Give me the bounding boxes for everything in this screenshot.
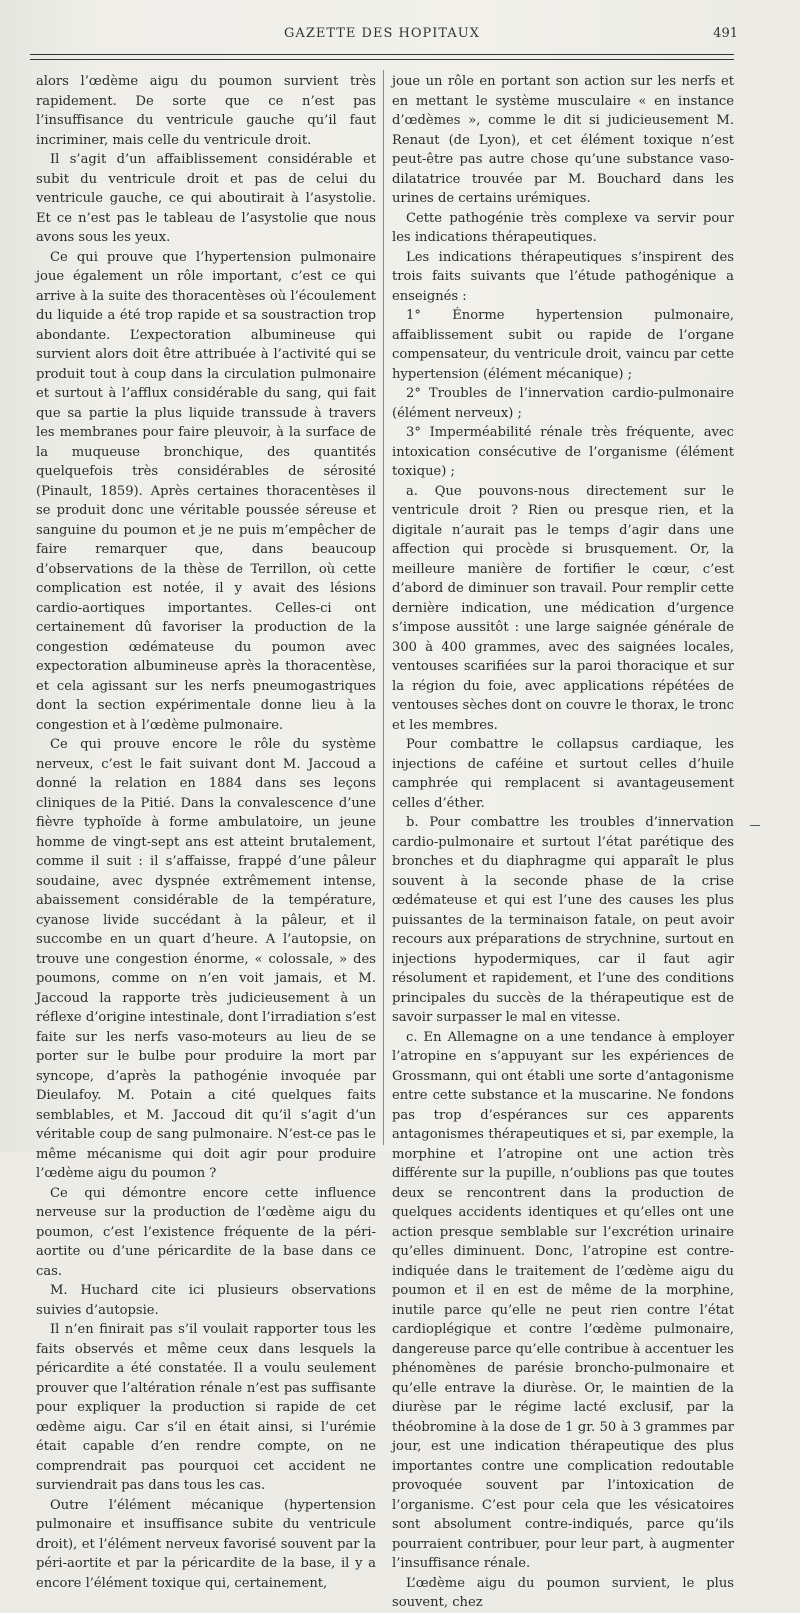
paragraph: Cette pathogénie très complexe va servir pour les indications thérapeutiques.	[392, 210, 734, 245]
paragraph: 1° Énorme hypertension pulmonaire, affaiblissement subit ou rapide de l’organe compensateur, du ventricule droit, vaincu par cette hypertension (élément mécanique) ;	[392, 308, 734, 382]
paragraph: Les indications thérapeutiques s’inspirent des trois faits suivants que l’étude pathogénique a enseignés :	[392, 249, 734, 304]
paragraph: M. Huchard cite ici plusieurs observations suivies d’autopsie.	[36, 1283, 376, 1318]
right-column	[392, 72, 734, 1610]
paragraph: joue un rôle en portant son action sur les nerfs et en mettant le système musculaire « en instance d’œdèmes », comme le dit si judicieusement M. Renaut (de Lyon), et cet élément toxique n’est peut-être pas autre chose qu’une substance vaso-dilatatrice trouvée par M. Bouchard dans les urines de certains urémiques.	[392, 74, 734, 206]
paragraph: Il n’en finirait pas s’il voulait rapporter tous les faits observés et même ceux dans lesquels la péricardite a été constatée. Il a voulu seulement prouver que l’altération rénale n’est pas suffisante pour expliquer la production si rapide de cet œdème aigu. Car s’il en était ainsi, si l’urémie était capable d’en rendre compte, on ne comprendrait pas pourquoi cet accident ne surviendrait pas dans tous les cas.	[36, 1322, 376, 1493]
paragraph: Outre l’élément mécanique (hypertension pulmonaire et insuffisance subite du ventricule droit), et l’élément nerveux favorisé souvent par la péri-aortite et par la péricardite de la base, il y a encore l’élément toxique qui, certainement,	[36, 1497, 376, 1591]
paragraph: L’œdème aigu du poumon survient, le plus souvent, chez	[392, 1575, 734, 1610]
paragraph: b. Pour combattre les troubles d’innervation cardio-pulmonaire et surtout l’état parétique des bronches et du diaphragme qui apparaît le plus souvent à la seconde phase de la crise œdémateuse et qui est l’une des causes les plus puissantes de la terminaison fatale, on peut avoir recours aux préparations de strychnine, surtout en injections hypodermiques, car il faut agir résolument et rapidement, et l’une des conditions principales du succès de la thérapeutique est de savoir surpasser le mal en vitesse.	[392, 815, 734, 1025]
journal-title: GAZETTE DES HOPITAUX	[284, 26, 480, 41]
paragraph: Pour combattre le collapsus cardiaque, les injections de caféine et surtout celles d’huile camphrée qui remplacent si avantageusement celles d’éther.	[392, 737, 734, 811]
margin-dash	[750, 825, 760, 826]
column-divider	[383, 70, 384, 1145]
left-column	[36, 72, 376, 1591]
paragraph: alors l’œdème aigu du poumon survient très rapidement. De sorte que ce n’est pas l’insuffisance du ventricule gauche qu’il faut incriminer, mais celle du ventricule droit.	[36, 74, 376, 148]
page-number: 491	[713, 26, 738, 41]
paragraph: 2° Troubles de l’innervation cardio-pulmonaire (élément nerveux) ;	[392, 386, 734, 421]
paragraph: Ce qui prouve encore le rôle du système nerveux, c’est le fait suivant dont M. Jaccoud a donné la relation en 1884 dans ses leçons cliniques de la Pitié. Dans la convalescence d’une fièvre typhoïde à forme ambulatoire, un jeune homme de vingt-sept ans est atteint brutalement, comme il suit : il s’affaisse, frappé d’une pâleur soudaine, avec dyspnée extrêmement intense, abaissement considérable de la température, cyanose livide succédant à la pâleur, et il succombe en un quart d’heure. A l’autopsie, on trouve une congestion énorme, « colossale, » des poumons, comme on n’en voit jamais, et M. Jaccoud la rapporte très judicieusement à un réflexe d’origine intestinale, dont l’irradiation s’est faite sur les nerfs vaso-moteurs au lieu de se porter sur le bulbe pour produire la mort par syncope, d’après la pathogénie invoquée par Dieulafoy. M. Potain a cité quelques faits semblables, et M. Jaccoud dit qu’il s’agit d’un véritable coup de sang pulmonaire. N’est-ce pas le même mécanisme qui doit agir pour produire l’œdème aigu du poumon ?	[36, 737, 376, 1181]
paragraph: 3° Imperméabilité rénale très fréquente, avec intoxication consécutive de l’organisme (élément toxique) ;	[392, 425, 734, 479]
paragraph: Il s’agit d’un affaiblissement considérable et subit du ventricule droit et pas de celui du ventricule gauche, ce qui aboutirait à l’asystolie. Et ce n’est pas le tableau de l’asystolie que nous avons sous les yeux.	[36, 152, 376, 245]
header-rule-top	[30, 54, 734, 55]
paragraph: Ce qui démontre encore cette influence nerveuse sur la production de l’œdème aigu du poumon, c’est l’existence fréquente de la péri-aortite ou d’une péricardite de la base dans ce cas.	[36, 1185, 376, 1279]
paragraph: c. En Allemagne on a une tendance à employer l’atropine en s’appuyant sur les expériences de Grossmann, qui ont établi une sorte d’antagonisme entre cette substance et la muscarine. Ne fondons pas trop d’espérances sur ces apparents antagonismes thérapeutiques et si, par exemple, la morphine et l’atropine ont une action très différente sur la pupille, n’oublions pas que toutes deux se rencontrent dans la production de quelques accidents identiques et qu’elles ont une action presque semblable sur l’excrétion urinaire qu’elles diminuent. Donc, l’atropine est contre-indiquée dans le traitement de l’œdème aigu du poumon et il en est de même de la morphine, inutile parce qu’elle ne peut rien contre l’état cardioplégique et contre l’œdème pulmonaire, dangereuse parce qu’elle contribue à accentuer les phénomènes de parésie broncho-pulmonaire et qu’elle entrave la diurèse. Or, le maintien de la diurèse par le régime lacté exclusif, par la théobromine à la dose de 1 gr. 50 à 3 grammes par jour, est une indication thérapeutique des plus importantes contre une complication redoutable provoquée souvent par l’intoxication de l’organisme. C’est pour cela que les vésicatoires sont absolument contre-indiqués, parce qu’ils pourraient contribuer, pour leur part, à augmenter l’insuffisance rénale.	[392, 1029, 734, 1571]
header-rule-bottom	[30, 59, 734, 60]
page-header	[26, 22, 738, 46]
paragraph: a. Que pouvons-nous directement sur le ventricule droit ? Rien ou presque rien, et la digitale n’aurait pas le temps d’agir dans une affection qui procède si brusquement. Or, la meilleure manière de fortifier le cœur, c’est d’abord de diminuer son travail. Pour remplir cette dernière indication, une médication d’urgence s’impose aussitôt : une large saignée générale de 300 à 400 grammes, avec des saignées locales, ventouses scarifiées sur la paroi thoracique et sur la région du foie, avec applications répétées de ventouses sèches dont on couvre le thorax, le tronc et les membres.	[392, 483, 734, 733]
paragraph: Ce qui prouve que l’hypertension pulmonaire joue également un rôle important, c’est ce qui arrive à la suite des thoracentèses où l’écoulement du liquide a été trop rapide et sa soustraction trop abondante. L’expectoration albumineuse qui survient alors doit être attribuée à l’activité qui se produit tout à coup dans la circulation pulmonaire et surtout à l’afflux considérable du sang, qui fait que sa partie la plus liquide transsude à travers les membranes pour faire pleuvoir, à la surface de la muqueuse bronchique, des quantités quelquefois très considérables de sérosité (Pinault, 1859). Après certaines thoracentèses il se produit donc une véritable poussée séreuse et sanguine du poumon et je ne puis m’empêcher de faire remarquer que, dans beaucoup d’observations de la thèse de Terrillon, où cette complication est notée, il y avait des lésions cardio-aortiques importantes. Celles-ci ont certainement dû favoriser la production de la congestion œdémateuse du poumon avec expectoration albumineuse après la thoracentèse, et cela agissant sur les nerfs pneumogastriques dont la section expérimentale donne lieu à la congestion et à l’œdème pulmonaire.	[36, 249, 376, 733]
